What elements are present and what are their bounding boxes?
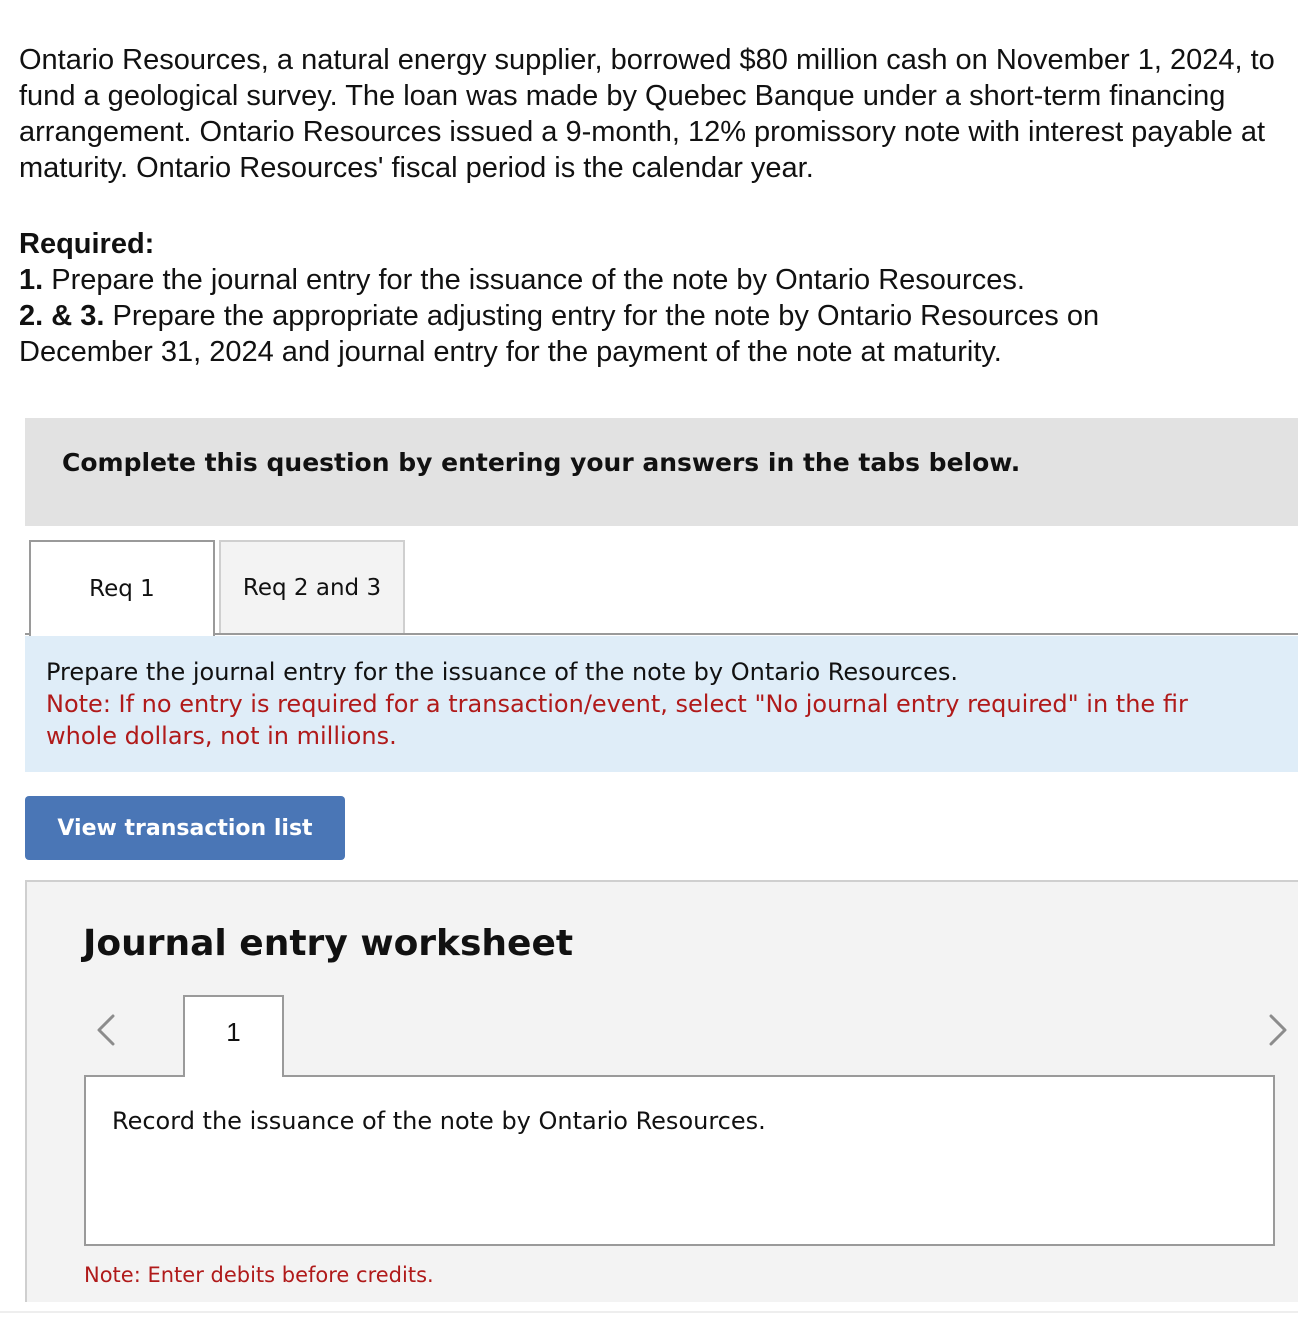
journal-entry-worksheet	[25, 880, 1298, 1302]
bottom-divider	[0, 1311, 1298, 1313]
entry-description-box	[84, 1075, 1275, 1246]
instructions-banner-text: Complete this question by entering your answers in the tabs below.	[62, 448, 1021, 477]
requirement-1-text: Prepare the journal entry for the issuance of the note by Ontario Resources.	[43, 264, 1025, 296]
chevron-left-icon[interactable]	[87, 1010, 127, 1050]
tab-req-1[interactable]: Req 1	[29, 540, 215, 636]
requirement-1	[19, 262, 1279, 298]
tab-strip-divider	[25, 633, 1298, 635]
entry-description: Record the issuance of the note by Ontario Resources.	[112, 1107, 766, 1135]
required-section	[19, 226, 1279, 370]
required-heading: Required:	[19, 228, 155, 260]
requirement-prompt	[25, 636, 1298, 772]
chevron-right-icon[interactable]	[1257, 1010, 1297, 1050]
prompt-note-line1: Note: If no entry is required for a transaction/event, select "No journal entry required" in the fir	[46, 690, 1188, 718]
instructions-banner	[25, 418, 1298, 526]
entry-tab-1[interactable]: 1	[183, 995, 284, 1077]
requirement-2-3-text-line2: December 31, 2024 and journal entry for the payment of the note at maturity.	[19, 336, 1002, 368]
requirement-1-number: 1.	[19, 264, 44, 296]
requirement-2-3-number: 2. & 3.	[19, 300, 105, 332]
prompt-note	[46, 688, 1298, 752]
question-intro: Ontario Resources, a natural energy supplier, borrowed $80 million cash on November 1, 2024, to fund a geological survey. The loan was made by Quebec Banque under a short-term financing arrangement. Ontario Resources issued a 9-month, 12% promissory note with interest payable at maturity. Ontario Resources' fiscal period is the calendar year.	[19, 44, 1275, 184]
prompt-main-text: Prepare the journal entry for the issuance of the note by Ontario Resources.	[46, 658, 958, 686]
view-transaction-list-button[interactable]: View transaction list	[25, 796, 345, 860]
tab-req-2-and-3[interactable]: Req 2 and 3	[219, 540, 405, 633]
prompt-note-line2: whole dollars, not in millions.	[46, 722, 397, 750]
requirement-2-3	[19, 298, 1279, 334]
worksheet-note: Note: Enter debits before credits.	[84, 1263, 434, 1287]
worksheet-title: Journal entry worksheet	[83, 923, 574, 964]
requirement-2-3-text-line1: Prepare the appropriate adjusting entry for the note by Ontario Resources on	[104, 300, 1100, 332]
